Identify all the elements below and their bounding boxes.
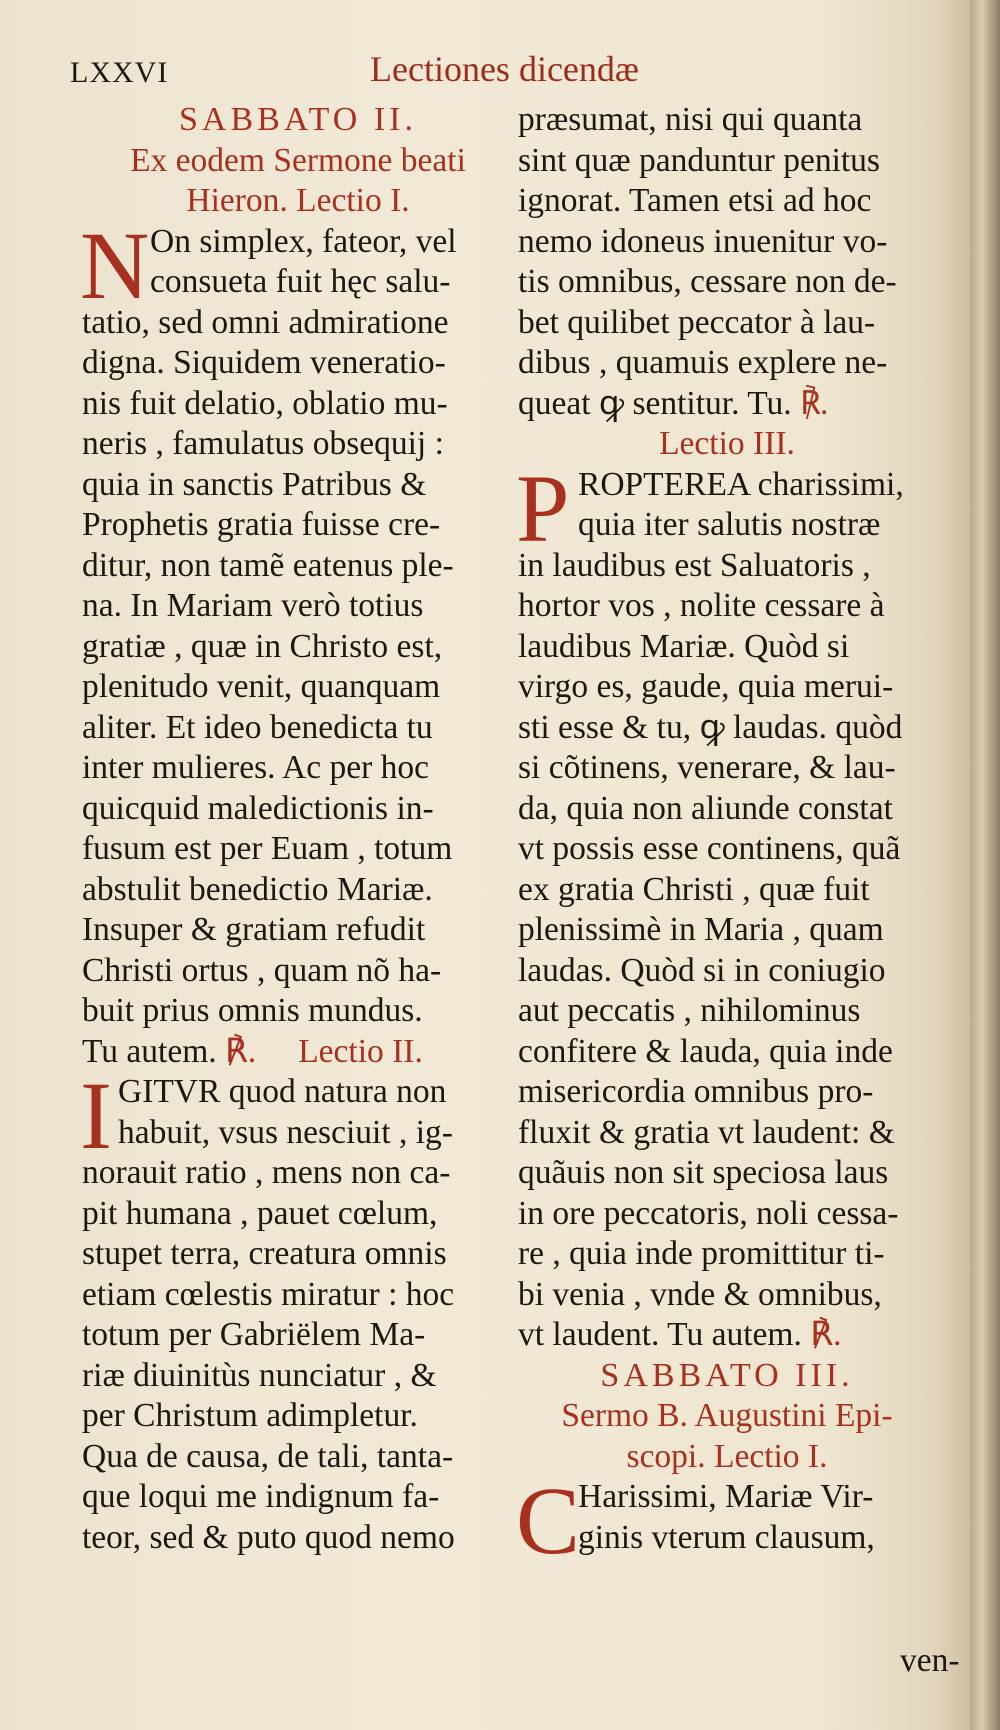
heading-sabbato-iii: SABBATO III. <box>600 1356 854 1394</box>
left-column <box>82 100 514 1558</box>
response-mark: ℟. <box>225 1032 257 1070</box>
text-line: misericordia omnibus pro- <box>518 1073 874 1110</box>
text-line: in laudibus est Saluatoris , <box>518 546 871 584</box>
text-line: Harissimi, Mariæ Vir- <box>578 1478 874 1515</box>
text-line: da, quia non aliunde constat <box>518 789 893 827</box>
tu-autem: vt laudent. Tu autem. <box>518 1316 802 1353</box>
text-line <box>518 384 936 425</box>
text-line: que loqui me indignum fa- <box>82 1478 440 1515</box>
lectio-i-paragraph <box>80 211 514 1073</box>
text-line: hortor vos , nolite cessare à <box>518 587 885 624</box>
drop-cap-c: C <box>516 1467 581 1574</box>
text-line: na. In Mariam verò totius <box>82 587 424 624</box>
text-line: fusum est per Euam , totum <box>82 830 453 867</box>
text-line: dibus , quamuis explere ne- <box>518 344 888 381</box>
text-line <box>518 1315 936 1356</box>
text-line: per Christum adimpletur. <box>82 1397 418 1434</box>
text-line: ex gratia Christi , quæ fuit <box>518 870 870 908</box>
text-line: plenitudo venit, quanquam <box>82 668 441 705</box>
text-line: totum per Gabriëlem Ma- <box>82 1316 426 1353</box>
text-line: si cõtinens, venerare, & lau- <box>518 749 896 786</box>
text-line: consueta fuit hęc salu- <box>150 263 451 300</box>
text-line: quicquid maledictionis in- <box>82 789 434 827</box>
text-line: teor, sed & puto quod nemo <box>82 1518 455 1556</box>
response-mark: ℟. <box>800 384 829 422</box>
text-line: ignorat. Tamen etsi ad hoc <box>518 182 872 219</box>
text-line: Qua de causa, de tali, tanta- <box>82 1437 454 1475</box>
text-line-lectio-ii-heading <box>82 1032 514 1073</box>
text-line: in ore peccatoris, noli cessa- <box>518 1194 899 1232</box>
text-line: aliter. Et ideo benedicta tu <box>82 708 433 746</box>
text-line: confitere & lauda, quia inde <box>518 1032 893 1070</box>
drop-cap-p: P <box>516 454 570 562</box>
text-line: nis fuit delatio, oblatio mu- <box>82 384 448 422</box>
heading-sabbato-ii: SABBATO II. <box>179 101 417 138</box>
text-line: quia iter salutis nostræ <box>578 506 881 543</box>
text-line: pit humana , pauet cœlum, <box>82 1194 438 1232</box>
drop-cap-i: I <box>80 1062 112 1169</box>
text-line: inter mulieres. Ac per hoc <box>82 749 429 786</box>
running-title: Lectiones dicendæ <box>370 49 639 89</box>
page-edge <box>970 0 1000 1730</box>
text-line: nemo idoneus inuenitur vo- <box>518 222 888 260</box>
text-line: digna. Siquidem veneratio- <box>82 344 446 381</box>
text-line: præsumat, nisi qui quanta <box>518 101 863 138</box>
text-line: norauit ratio , mens non ca- <box>82 1154 451 1191</box>
lectio-iii-paragraph <box>516 454 936 1356</box>
running-head <box>0 46 970 96</box>
text-line: neris , famulatus obsequij : <box>82 425 444 462</box>
text-line: laudibus Mariæ. Quòd si <box>518 627 850 665</box>
drop-cap-n: N <box>80 211 150 319</box>
text-line: Insuper & gratiam refudit <box>82 911 426 948</box>
text-line: ROPTEREA charissimi, <box>578 465 904 503</box>
response-mark: ℟. <box>810 1316 842 1353</box>
text-line: vt possis esse continens, quã <box>518 830 901 867</box>
text-line: tis omnibus, cessare non de- <box>518 263 897 300</box>
text-line: laudas. Quòd si in coniugio <box>518 951 886 989</box>
text-line: abstulit benedictio Mariæ. <box>82 870 433 908</box>
text-line: ginis vterum clausum, <box>578 1518 875 1556</box>
heading-lectio-iii: Lectio III. <box>659 425 795 462</box>
heading-lectio-i: Hieron. Lectio I. <box>186 182 410 219</box>
lectio-ii-paragraph <box>80 1062 514 1558</box>
heading-sermone: Ex eodem Sermone beati <box>130 141 466 179</box>
text-line: Christi ortus , quam nõ ha- <box>82 951 442 989</box>
heading-scopi-lectio: scopi. Lectio I. <box>626 1437 828 1475</box>
catchword: ven- <box>900 1642 960 1679</box>
heading-sermo: Sermo B. Augustini Epi- <box>561 1397 893 1434</box>
tu-autem: Tu autem. <box>82 1032 217 1070</box>
text-line: bi venia , vnde & omnibus, <box>518 1275 882 1313</box>
text-line: On simplex, fateor, vel <box>150 222 457 260</box>
text-line: tatio, sed omni admiratione <box>82 303 449 341</box>
text-line: gratiæ , quæ in Christo est, <box>82 627 443 665</box>
text-line: plenissimè in Maria , quam <box>518 911 884 948</box>
text-line: sint quæ panduntur penitus <box>518 141 880 179</box>
text-line: quia in sanctis Patribus & <box>82 465 427 503</box>
text-line: re , quia inde promittitur ti- <box>518 1235 885 1272</box>
text-line: virgo es, gaude, quia merui- <box>518 668 894 705</box>
text-line: aut peccatis , nihilominus <box>518 992 861 1029</box>
text-line: etiam cœlestis miratur : hoc <box>82 1275 455 1313</box>
text-line: quãuis non sit speciosa laus <box>518 1154 889 1191</box>
text-line: buit prius omnis mundus. <box>82 992 423 1029</box>
text-line: riæ diuinitùs nunciatur , & <box>82 1356 437 1394</box>
text-line: fluxit & gratia vt laudent: & <box>518 1113 895 1151</box>
text-line: Prophetis gratia fuisse cre- <box>82 506 441 543</box>
text-line: ditur, non tamẽ eatenus ple- <box>82 546 454 584</box>
text-line: GITVR quod natura non <box>118 1073 447 1110</box>
text-line: bet quilibet peccator à lau- <box>518 303 876 341</box>
text-line: habuit, vsus nesciuit , ig- <box>118 1113 453 1151</box>
heading-lectio-ii: Lectio II. <box>298 1032 423 1070</box>
text-line: stupet terra, creatura omnis <box>82 1235 447 1272</box>
text-line: sti esse & tu, ꝙ laudas. quòd <box>518 708 903 746</box>
tu-short: queat ꝙ sentitur. Tu. <box>518 384 792 422</box>
sermo-paragraph <box>516 1467 936 1574</box>
right-column <box>516 100 936 1574</box>
folio-number: LXXVI <box>70 56 169 89</box>
